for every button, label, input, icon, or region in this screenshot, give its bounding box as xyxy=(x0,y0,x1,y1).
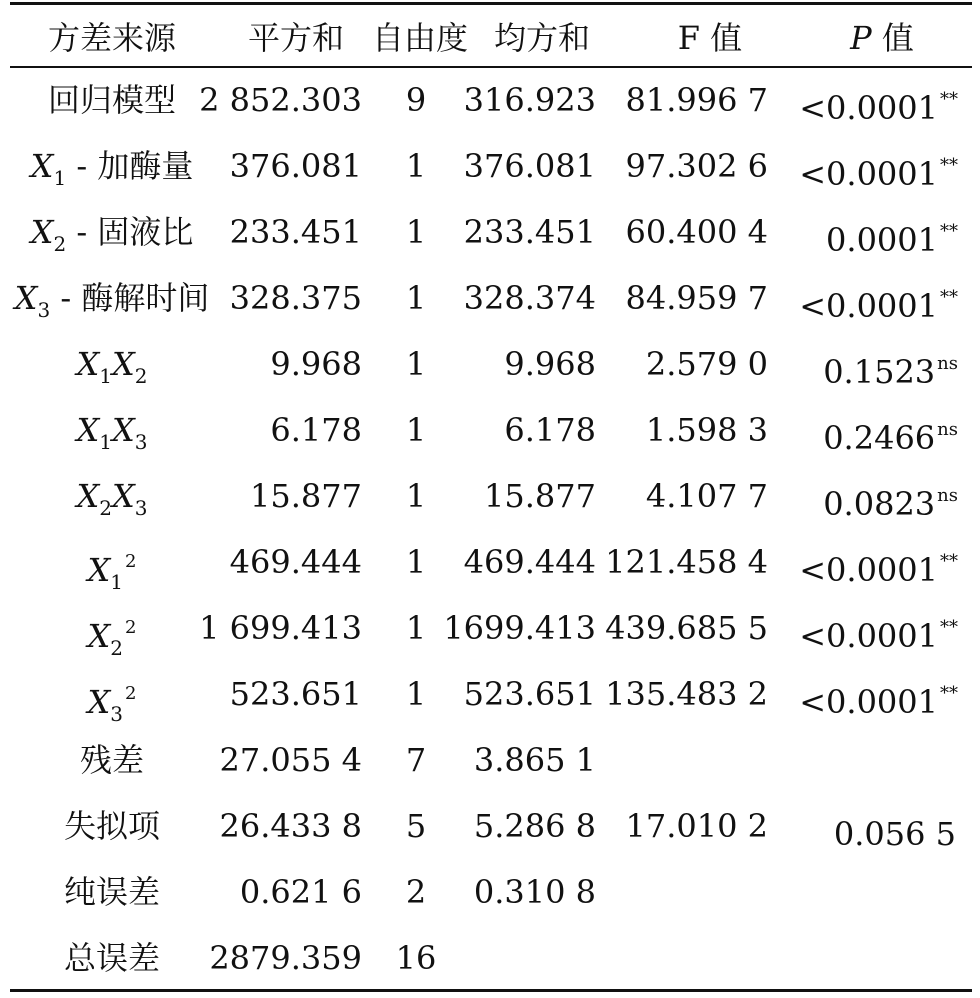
variable-symbol: X xyxy=(30,213,54,251)
row-f-value: 2.579 0 xyxy=(645,345,768,383)
row-f-value: 4.107 7 xyxy=(645,477,768,515)
row-source-label: 纯误差 xyxy=(63,873,161,911)
row-sum-of-squares: 2879.359 xyxy=(209,939,362,977)
row-source-label xyxy=(88,542,137,602)
row-sum-of-squares: 328.375 xyxy=(229,279,362,317)
row-source-label: 总误差 xyxy=(63,939,161,977)
row-degrees-of-freedom: 1 xyxy=(405,213,427,251)
variable-symbol: X xyxy=(112,477,135,515)
p-value-number: <0.0001 xyxy=(799,683,938,721)
row-mean-square: 328.374 xyxy=(463,279,596,317)
header-p-value: P 值 xyxy=(850,19,914,57)
variable-symbol: X xyxy=(87,551,111,589)
variable-superscript: 2 xyxy=(125,683,137,704)
p-value-number: <0.0001 xyxy=(799,551,938,589)
variable-symbol: X xyxy=(30,147,54,185)
row-p-value xyxy=(823,476,958,524)
row-f-value: 81.996 7 xyxy=(625,81,768,119)
row-sum-of-squares: 376.081 xyxy=(229,147,362,185)
variable-subscript: 2 xyxy=(110,636,124,660)
row-p-value xyxy=(799,278,958,326)
significance-marker: ** xyxy=(940,287,958,308)
variable-superscript: 2 xyxy=(125,551,137,572)
row-sum-of-squares: 15.877 xyxy=(250,477,362,515)
row-sum-of-squares: 0.621 6 xyxy=(239,873,362,911)
p-value-number: <0.0001 xyxy=(799,287,938,325)
row-mean-square: 316.923 xyxy=(463,81,596,119)
row-p-value xyxy=(799,608,958,656)
variable-subscript: 1 xyxy=(110,570,124,594)
row-mean-square: 233.451 xyxy=(463,213,596,251)
row-degrees-of-freedom: 1 xyxy=(405,147,427,185)
significance-marker: ** xyxy=(940,683,958,704)
row-degrees-of-freedom: 1 xyxy=(405,609,427,647)
variable-subscript: 3 xyxy=(37,298,51,322)
variable-symbol: X xyxy=(76,345,100,383)
variable-symbol: X xyxy=(76,411,100,449)
row-mean-square: 376.081 xyxy=(463,147,596,185)
table-top-rule xyxy=(10,2,972,5)
variable-symbol: X xyxy=(112,345,135,383)
variable-subscript: 3 xyxy=(134,496,148,520)
row-source-label xyxy=(15,278,210,330)
variable-symbol: X xyxy=(76,477,100,515)
row-p-value xyxy=(834,806,958,854)
row-f-value: 17.010 2 xyxy=(625,807,768,845)
row-p-value xyxy=(799,146,958,194)
row-p-value xyxy=(956,938,958,986)
variable-subscript: 3 xyxy=(134,430,148,454)
row-p-value xyxy=(799,674,958,722)
row-f-value: 1.598 3 xyxy=(645,411,768,449)
header-sum-of-squares: 平方和 xyxy=(247,19,345,57)
variable-subscript: 1 xyxy=(99,364,112,388)
row-mean-square: 5.286 8 xyxy=(473,807,596,845)
significance-marker: ** xyxy=(940,155,958,176)
variable-symbol: X xyxy=(112,411,135,449)
row-p-value xyxy=(956,872,958,920)
p-value-number: <0.0001 xyxy=(799,155,938,193)
row-degrees-of-freedom: 1 xyxy=(405,345,427,383)
row-p-value xyxy=(799,80,958,128)
variable-subscript: 3 xyxy=(110,702,124,726)
factor-name: - 固液比 xyxy=(66,213,194,251)
significance-marker: ns xyxy=(937,485,958,506)
p-value-number: 0.0001 xyxy=(826,221,938,259)
row-mean-square: 15.877 xyxy=(484,477,596,515)
header-mean-square: 均方和 xyxy=(493,19,591,57)
row-f-value: 97.302 6 xyxy=(625,147,768,185)
p-value-number: 0.0823 xyxy=(823,485,936,523)
row-mean-square: 469.444 xyxy=(463,543,596,581)
significance-marker: ns xyxy=(937,353,958,374)
row-sum-of-squares: 469.444 xyxy=(229,543,362,581)
p-value-number: <0.0001 xyxy=(799,617,938,655)
row-degrees-of-freedom: 1 xyxy=(405,543,427,581)
row-source-label: 失拟项 xyxy=(63,807,161,845)
row-degrees-of-freedom: 1 xyxy=(405,411,427,449)
row-sum-of-squares: 6.178 xyxy=(270,411,362,449)
p-value-number: 0.1523 xyxy=(823,353,936,391)
row-p-value xyxy=(956,740,958,788)
row-sum-of-squares: 26.433 8 xyxy=(219,807,362,845)
row-mean-square: 0.310 8 xyxy=(473,873,596,911)
row-source-label xyxy=(31,212,194,264)
variable-subscript: 1 xyxy=(53,166,67,190)
row-sum-of-squares: 233.451 xyxy=(229,213,362,251)
variable-subscript: 2 xyxy=(134,364,148,388)
row-mean-square: 1699.413 xyxy=(443,609,596,647)
row-sum-of-squares: 27.055 4 xyxy=(219,741,362,779)
row-p-value xyxy=(823,410,958,458)
table-header-rule xyxy=(10,66,972,68)
row-degrees-of-freedom: 9 xyxy=(405,81,427,119)
row-source-label: 残差 xyxy=(79,741,145,779)
row-f-value: 121.458 4 xyxy=(605,543,768,581)
p-value-number: <0.0001 xyxy=(799,89,938,127)
row-f-value: 135.483 2 xyxy=(605,675,768,713)
row-source-label xyxy=(76,344,147,396)
row-sum-of-squares: 523.651 xyxy=(229,675,362,713)
variable-symbol: X xyxy=(87,683,111,721)
row-degrees-of-freedom: 2 xyxy=(405,873,427,911)
factor-name: - 酶解时间 xyxy=(50,279,210,317)
header-degrees-of-freedom: 自由度 xyxy=(371,19,469,57)
row-source-label xyxy=(88,608,137,668)
row-source-label: 回归模型 xyxy=(47,81,177,119)
row-source-label xyxy=(76,476,147,528)
row-mean-square: 523.651 xyxy=(463,675,596,713)
row-source-label xyxy=(88,674,137,734)
table-bottom-rule xyxy=(10,989,972,992)
row-mean-square: 9.968 xyxy=(504,345,596,383)
row-source-label xyxy=(76,410,147,462)
row-p-value xyxy=(826,212,958,260)
row-source-label xyxy=(31,146,194,198)
row-degrees-of-freedom: 7 xyxy=(405,741,427,779)
header-f-value: F 值 xyxy=(677,19,743,57)
row-f-value: 84.959 7 xyxy=(625,279,768,317)
significance-marker: ns xyxy=(937,419,958,440)
header-source: 方差来源 xyxy=(47,19,177,57)
variable-symbol: X xyxy=(14,279,38,317)
row-degrees-of-freedom: 1 xyxy=(405,279,427,317)
row-p-value xyxy=(799,542,958,590)
significance-marker: ** xyxy=(940,221,958,242)
row-sum-of-squares: 9.968 xyxy=(270,345,362,383)
row-mean-square: 6.178 xyxy=(504,411,596,449)
significance-marker: ** xyxy=(940,551,958,572)
row-degrees-of-freedom: 1 xyxy=(405,477,427,515)
row-p-value xyxy=(823,344,958,392)
row-degrees-of-freedom: 5 xyxy=(405,807,427,845)
row-degrees-of-freedom: 16 xyxy=(395,939,437,977)
significance-marker: ** xyxy=(940,89,958,110)
row-sum-of-squares: 1 699.413 xyxy=(199,609,362,647)
row-degrees-of-freedom: 1 xyxy=(405,675,427,713)
row-sum-of-squares: 2 852.303 xyxy=(199,81,362,119)
variable-symbol: X xyxy=(87,617,111,655)
variable-superscript: 2 xyxy=(125,617,137,638)
variable-subscript: 2 xyxy=(99,496,112,520)
variable-subscript: 2 xyxy=(53,232,67,256)
row-mean-square: 3.865 1 xyxy=(473,741,596,779)
p-value-number: 0.2466 xyxy=(823,419,936,457)
row-f-value: 439.685 5 xyxy=(605,609,768,647)
factor-name: - 加酶量 xyxy=(66,147,194,185)
variable-subscript: 1 xyxy=(99,430,112,454)
significance-marker: ** xyxy=(940,617,958,638)
row-f-value: 60.400 4 xyxy=(625,213,768,251)
p-value-number: 0.056 5 xyxy=(833,815,956,853)
